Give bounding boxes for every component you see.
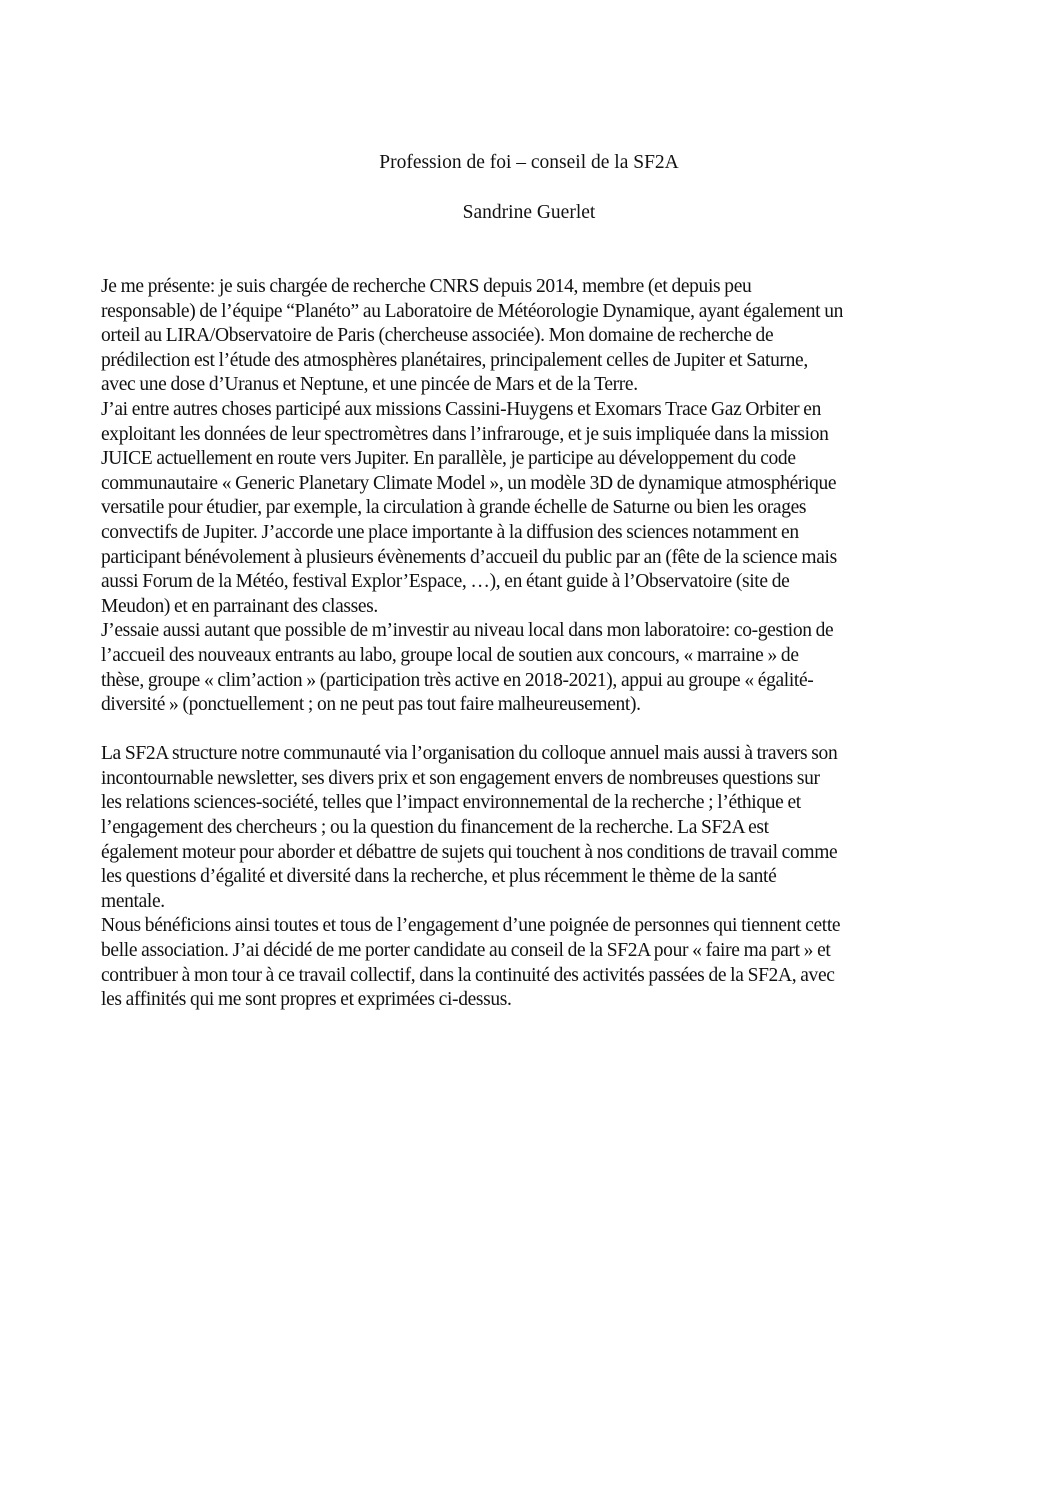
text-line: versatile pour étudier, par exemple, la circulation à grande échelle de Saturne ou bien les orages	[101, 497, 807, 519]
text-line: prédilection est l’étude des atmosphères planétaires, principalement celles de Jupiter et Saturne,	[101, 349, 808, 371]
text-line: participant bénévolement à plusieurs évènements d’accueil du public par an (fête de la science mais	[101, 546, 837, 568]
paragraph-candidacy	[101, 914, 981, 1012]
text-line: mentale.	[101, 890, 165, 912]
text-line: aussi Forum de la Météo, festival Explor’Espace, …), en étant guide à l’Observatoire (site de	[101, 571, 790, 593]
document-body	[101, 275, 981, 1013]
paragraph-sf2a-role	[101, 742, 981, 914]
text-line: Nous bénéficions ainsi toutes et tous de l’engagement d’une poignée de personnes qui tiennent cette	[101, 915, 841, 937]
text-line: communautaire « Generic Planetary Climate Model », un modèle 3D de dynamique atmosphérique	[101, 472, 837, 494]
text-line: l’accueil des nouveaux entrants au labo, groupe local de soutien aux concours, « marraine » de	[101, 644, 799, 666]
text-line: incontournable newsletter, ses divers prix et son engagement envers de nombreuses questions sur	[101, 767, 820, 789]
text-line: thèse, groupe « clim’action » (participation très active en 2018-2021), appui au groupe « égalité-	[101, 669, 814, 691]
text-line: diversité » (ponctuellement ; on ne peut pas tout faire malheureusement).	[101, 694, 641, 716]
paragraph-introduction	[101, 275, 981, 398]
text-line: avec une dose d’Uranus et Neptune, et une pincée de Mars et de la Terre.	[101, 374, 638, 396]
text-line: les relations sciences-société, telles que l’impact environnemental de la recherche ; l’éthique et	[101, 792, 801, 814]
text-line: l’engagement des chercheurs ; ou la question du financement de la recherche. La SF2A est	[101, 817, 769, 839]
text-line: exploitant les données de leur spectromètres dans l’infrarouge, et je suis impliquée dans la mission	[101, 423, 829, 445]
text-line: belle association. J’ai décidé de me porter candidate au conseil de la SF2A pour « faire ma part » et	[101, 940, 831, 962]
text-line: les questions d’égalité et diversité dans la recherche, et plus récemment le thème de la santé	[101, 866, 777, 888]
text-line: J’essaie aussi autant que possible de m’investir au niveau local dans mon laboratoire: co-gestion de	[101, 620, 834, 642]
paragraph-spacer	[101, 718, 981, 743]
text-line: orteil au LIRA/Observatoire de Paris (chercheuse associée). Mon domaine de recherche de	[101, 325, 774, 347]
text-line: convectifs de Jupiter. J’accorde une place importante à la diffusion des sciences notamment en	[101, 521, 799, 543]
text-line: Meudon) et en parrainant des classes.	[101, 595, 378, 617]
text-line: contribuer à mon tour à ce travail collectif, dans la continuité des activités passées de la SF2A, avec	[101, 964, 835, 986]
text-line: J’ai entre autres choses participé aux missions Cassini-Huygens et Exomars Trace Gaz Orbiter en	[101, 398, 822, 420]
document-author: Sandrine Guerlet	[462, 202, 596, 223]
text-line: Je me présente: je suis chargée de recherche CNRS depuis 2014, membre (et depuis peu	[101, 276, 752, 297]
paragraph-local-involvement	[101, 619, 981, 717]
text-line: La SF2A structure notre communauté via l’organisation du colloque annuel mais aussi à travers son	[101, 743, 838, 765]
document-title: Profession de foi – conseil de la SF2A	[379, 152, 679, 173]
paragraph-missions-outreach	[101, 398, 981, 619]
text-line: les affinités qui me sont propres et exprimées ci-dessus.	[101, 989, 512, 1011]
text-line: JUICE actuellement en route vers Jupiter. En parallèle, je participe au développement du code	[101, 448, 796, 470]
text-line: responsable) de l’équipe “Planéto” au Laboratoire de Météorologie Dynamique, ayant également un	[101, 300, 844, 322]
text-line: également moteur pour aborder et débattre de sujets qui touchent à nos conditions de travail comme	[101, 841, 838, 863]
